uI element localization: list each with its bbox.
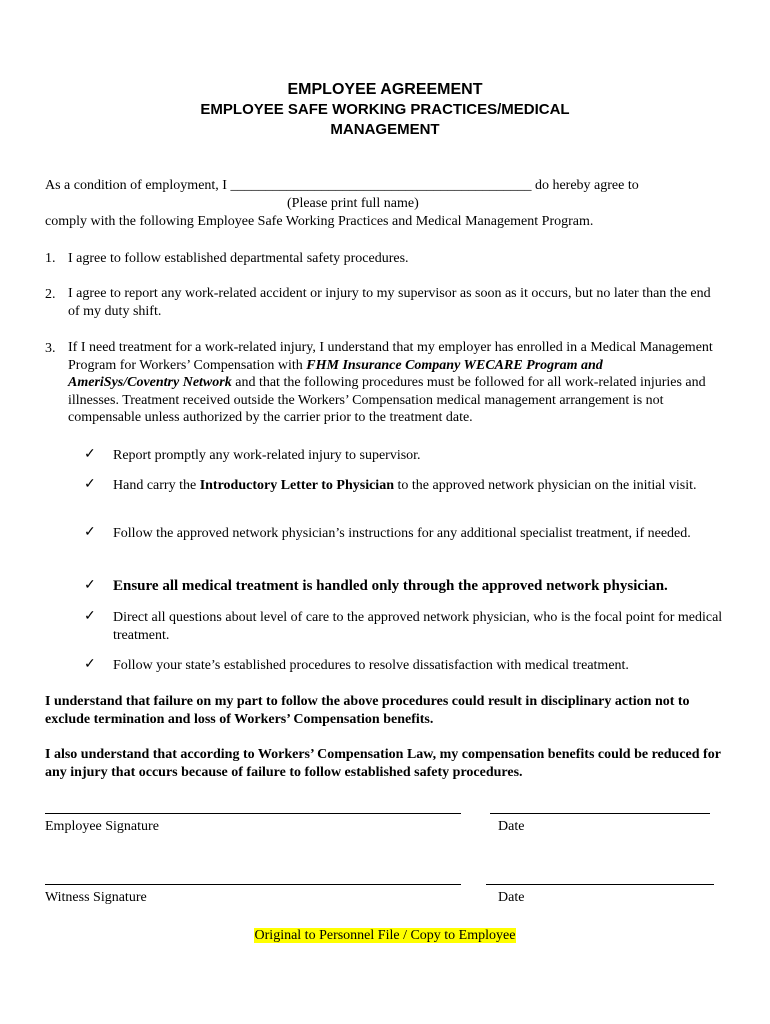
check-icon: ✓ [84,609,96,624]
disciplinary-statement: I understand that failure on my part to follow the above procedures could result in disciplinary action not to exclude termination and loss of Workers’ Compensation benefits. [45,694,690,727]
document-subtitle-line2: MANAGEMENT [330,121,440,138]
check-item-1: Report promptly any work-related injury to supervisor. [113,448,421,463]
witness-date-line[interactable] [486,884,714,885]
document-title: EMPLOYEE AGREEMENT [287,81,483,98]
item-3-part-a: If I need treatment for a work-related injury, I understand that my employer has enrolled in a Medical Management Program for Workers’ Compensation with [68,340,713,373]
employee-date-label: Date [498,819,525,834]
footer [0,926,770,944]
employee-signature-label: Employee Signature [45,819,159,834]
intro-suffix: do hereby agree to [534,178,639,193]
item-3-part-c: and that the following procedures must be followed for all work-related injuries and illnesses. Treatment received outside the Workers’ Compensation medical management arrangement is not compensable unless authorized by the carrier prior to the treatment date. [68,375,706,425]
item-text-2: I agree to report any work-related accident or injury to my supervisor as soon as it occurs, but no later than the end of my duty shift. [68,286,711,319]
check-item-4: Ensure all medical treatment is handled only through the approved network physician. [113,578,668,594]
check-icon: ✓ [84,525,96,540]
intro-line2: comply with the following Employee Safe Working Practices and Medical Management Program. [45,214,594,229]
intro-prefix: As a condition of employment, I [45,178,227,193]
document-subtitle-line1: EMPLOYEE SAFE WORKING PRACTICES/MEDICAL [200,101,570,118]
intro-line [45,177,639,194]
check-icon: ✓ [84,477,96,492]
item-number-1: 1. [45,251,56,266]
employee-date-line[interactable] [490,813,710,814]
check-icon: ✓ [84,657,96,672]
witness-signature-line[interactable] [45,884,461,885]
name-hint: (Please print full name) [287,196,419,211]
letter-to-physician: Introductory Letter to Physician [199,478,394,493]
check-item-2 [113,477,723,495]
insurer-name: FHM Insurance Company WECARE Program and AmeriSys/Coventry Network [68,357,603,390]
check-icon: ✓ [84,578,96,593]
benefits-statement: I also understand that according to Workers’ Compensation Law, my compensation benefits could be reduced for any injury that occurs because of failure to follow established safety procedures. [45,747,721,780]
distribution-note: Original to Personnel File / Copy to Employee [254,928,516,943]
name-blank[interactable]: ___________________________________________ [230,178,532,193]
check-item-2-part-a: Hand carry the [113,478,200,493]
item-text-3 [68,339,716,427]
check-item-6: Follow your state’s established procedures to resolve dissatisfaction with medical treatment. [113,658,629,673]
witness-date-label: Date [498,890,525,905]
check-icon: ✓ [84,447,96,462]
check-item-3: Follow the approved network physician’s instructions for any additional specialist treatment, if needed. [113,526,691,541]
check-item-2-part-c: to the approved network physician on the initial visit. [394,478,697,493]
check-item-5: Direct all questions about level of care to the approved network physician, who is the focal point for medical treatment. [113,610,723,643]
witness-signature-label: Witness Signature [45,890,147,905]
item-number-2: 2. [45,287,56,302]
item-text-1: I agree to follow established departmental safety procedures. [68,251,409,266]
item-number-3: 3. [45,341,56,356]
employee-signature-line[interactable] [45,813,461,814]
